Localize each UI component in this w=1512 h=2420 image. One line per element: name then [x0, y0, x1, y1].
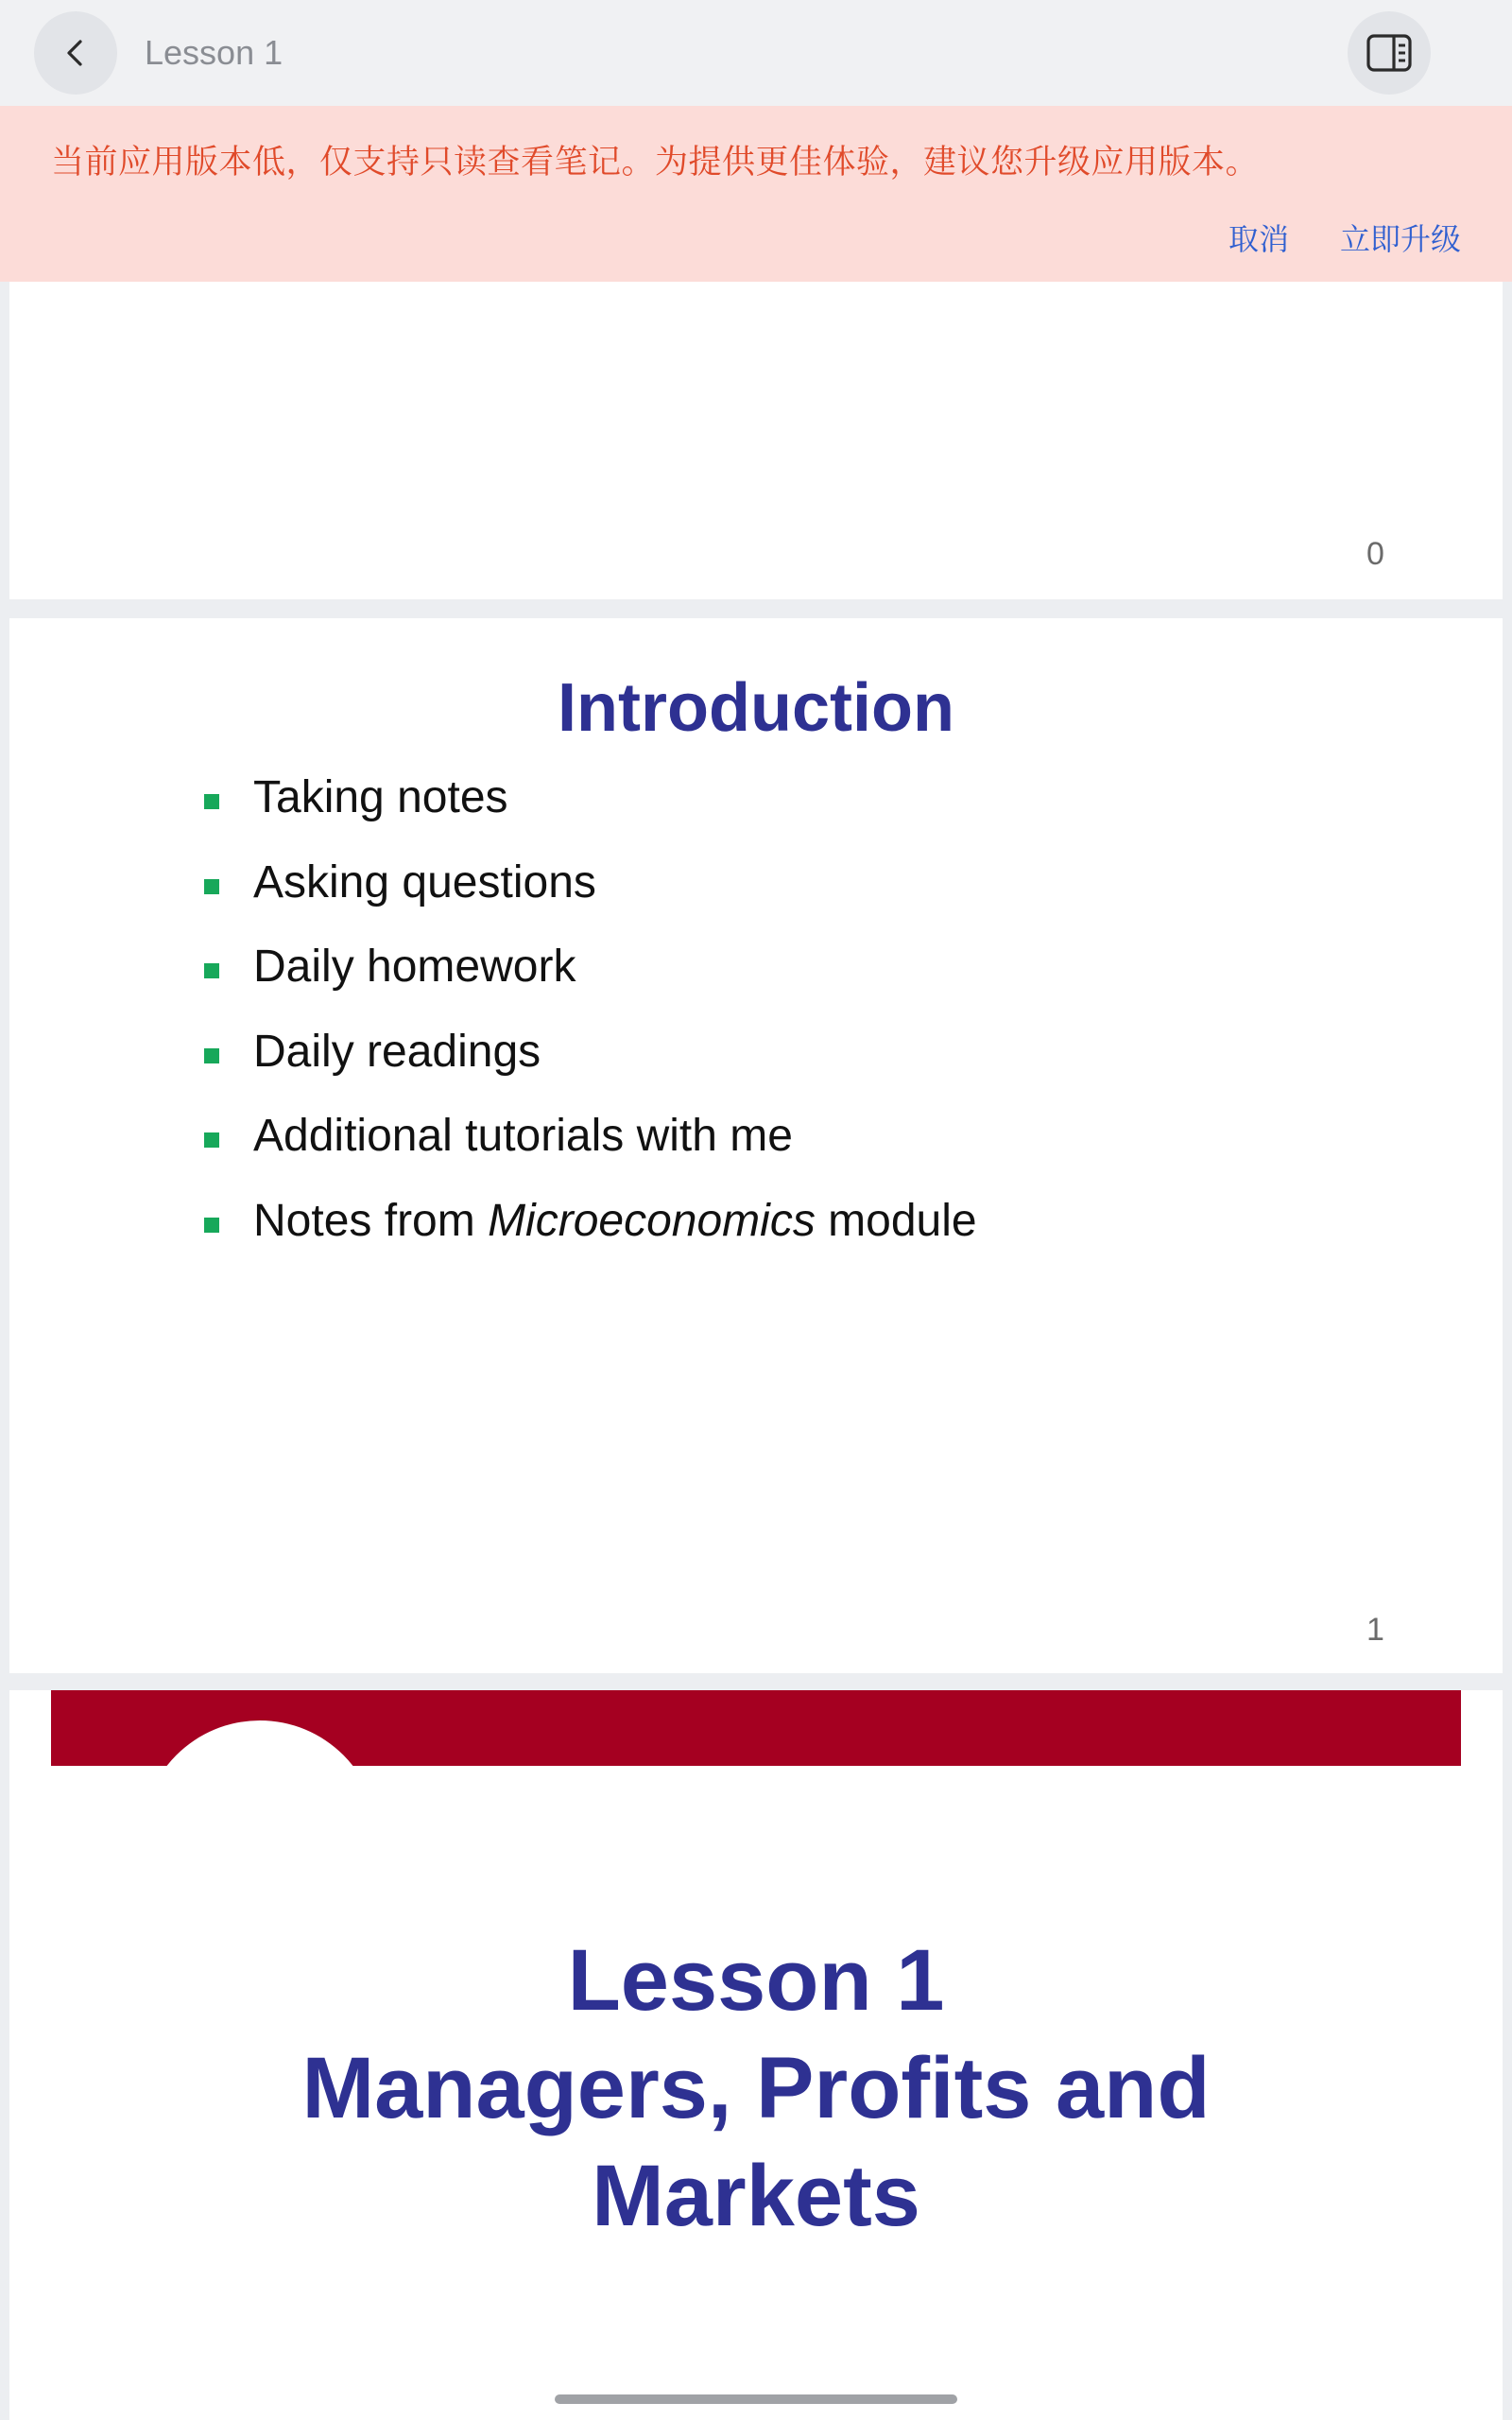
banner-message: 当前应用版本低，仅支持只读查看笔记。为提供更佳体验，建议您升级应用版本。 [51, 144, 1260, 182]
bullet-item: Asking questions [195, 856, 977, 942]
bullet-square-icon [204, 1132, 219, 1148]
back-button[interactable] [34, 11, 117, 95]
home-indicator[interactable] [555, 2394, 957, 2404]
logo-circle [142, 1720, 378, 1766]
bullet-item: Additional tutorials with me [195, 1110, 977, 1195]
slide-page-0 [9, 282, 1503, 599]
bullet-item: Taking notes [195, 771, 977, 856]
top-bar [0, 0, 1512, 106]
lesson-title-line: Markets [592, 2148, 920, 2244]
bullet-square-icon [204, 794, 219, 809]
bullet-item: Daily readings [195, 1026, 977, 1111]
banner-upgrade-button[interactable]: 立即升级 [1340, 221, 1462, 257]
bullet-list [195, 771, 977, 1280]
slide-page-number: 1 [1366, 1612, 1384, 1648]
bullet-square-icon [204, 1048, 219, 1063]
chevron-left-icon [57, 34, 94, 72]
panel-toggle-button[interactable] [1348, 11, 1431, 95]
bullet-item: Notes from Microeconomics module [195, 1195, 977, 1280]
slide-page-1 [9, 618, 1503, 1673]
lesson-title-line: Managers, Profits and [301, 2040, 1211, 2136]
slide-page-number: 0 [1366, 536, 1384, 572]
lesson-title-line: Lesson 1 [567, 1932, 945, 2029]
slide-page-2 [9, 1690, 1503, 2420]
bullet-square-icon [204, 963, 219, 978]
upgrade-banner [0, 106, 1512, 282]
lesson-title [9, 1927, 1503, 2250]
bullet-square-icon [204, 1218, 219, 1233]
sidebar-panel-icon [1366, 32, 1413, 74]
bullet-square-icon [204, 879, 219, 894]
bullet-item: Daily homework [195, 941, 977, 1026]
slide-title: Introduction [558, 670, 954, 746]
banner-cancel-button[interactable]: 取消 [1228, 221, 1290, 257]
document-title: Lesson 1 [145, 33, 284, 72]
